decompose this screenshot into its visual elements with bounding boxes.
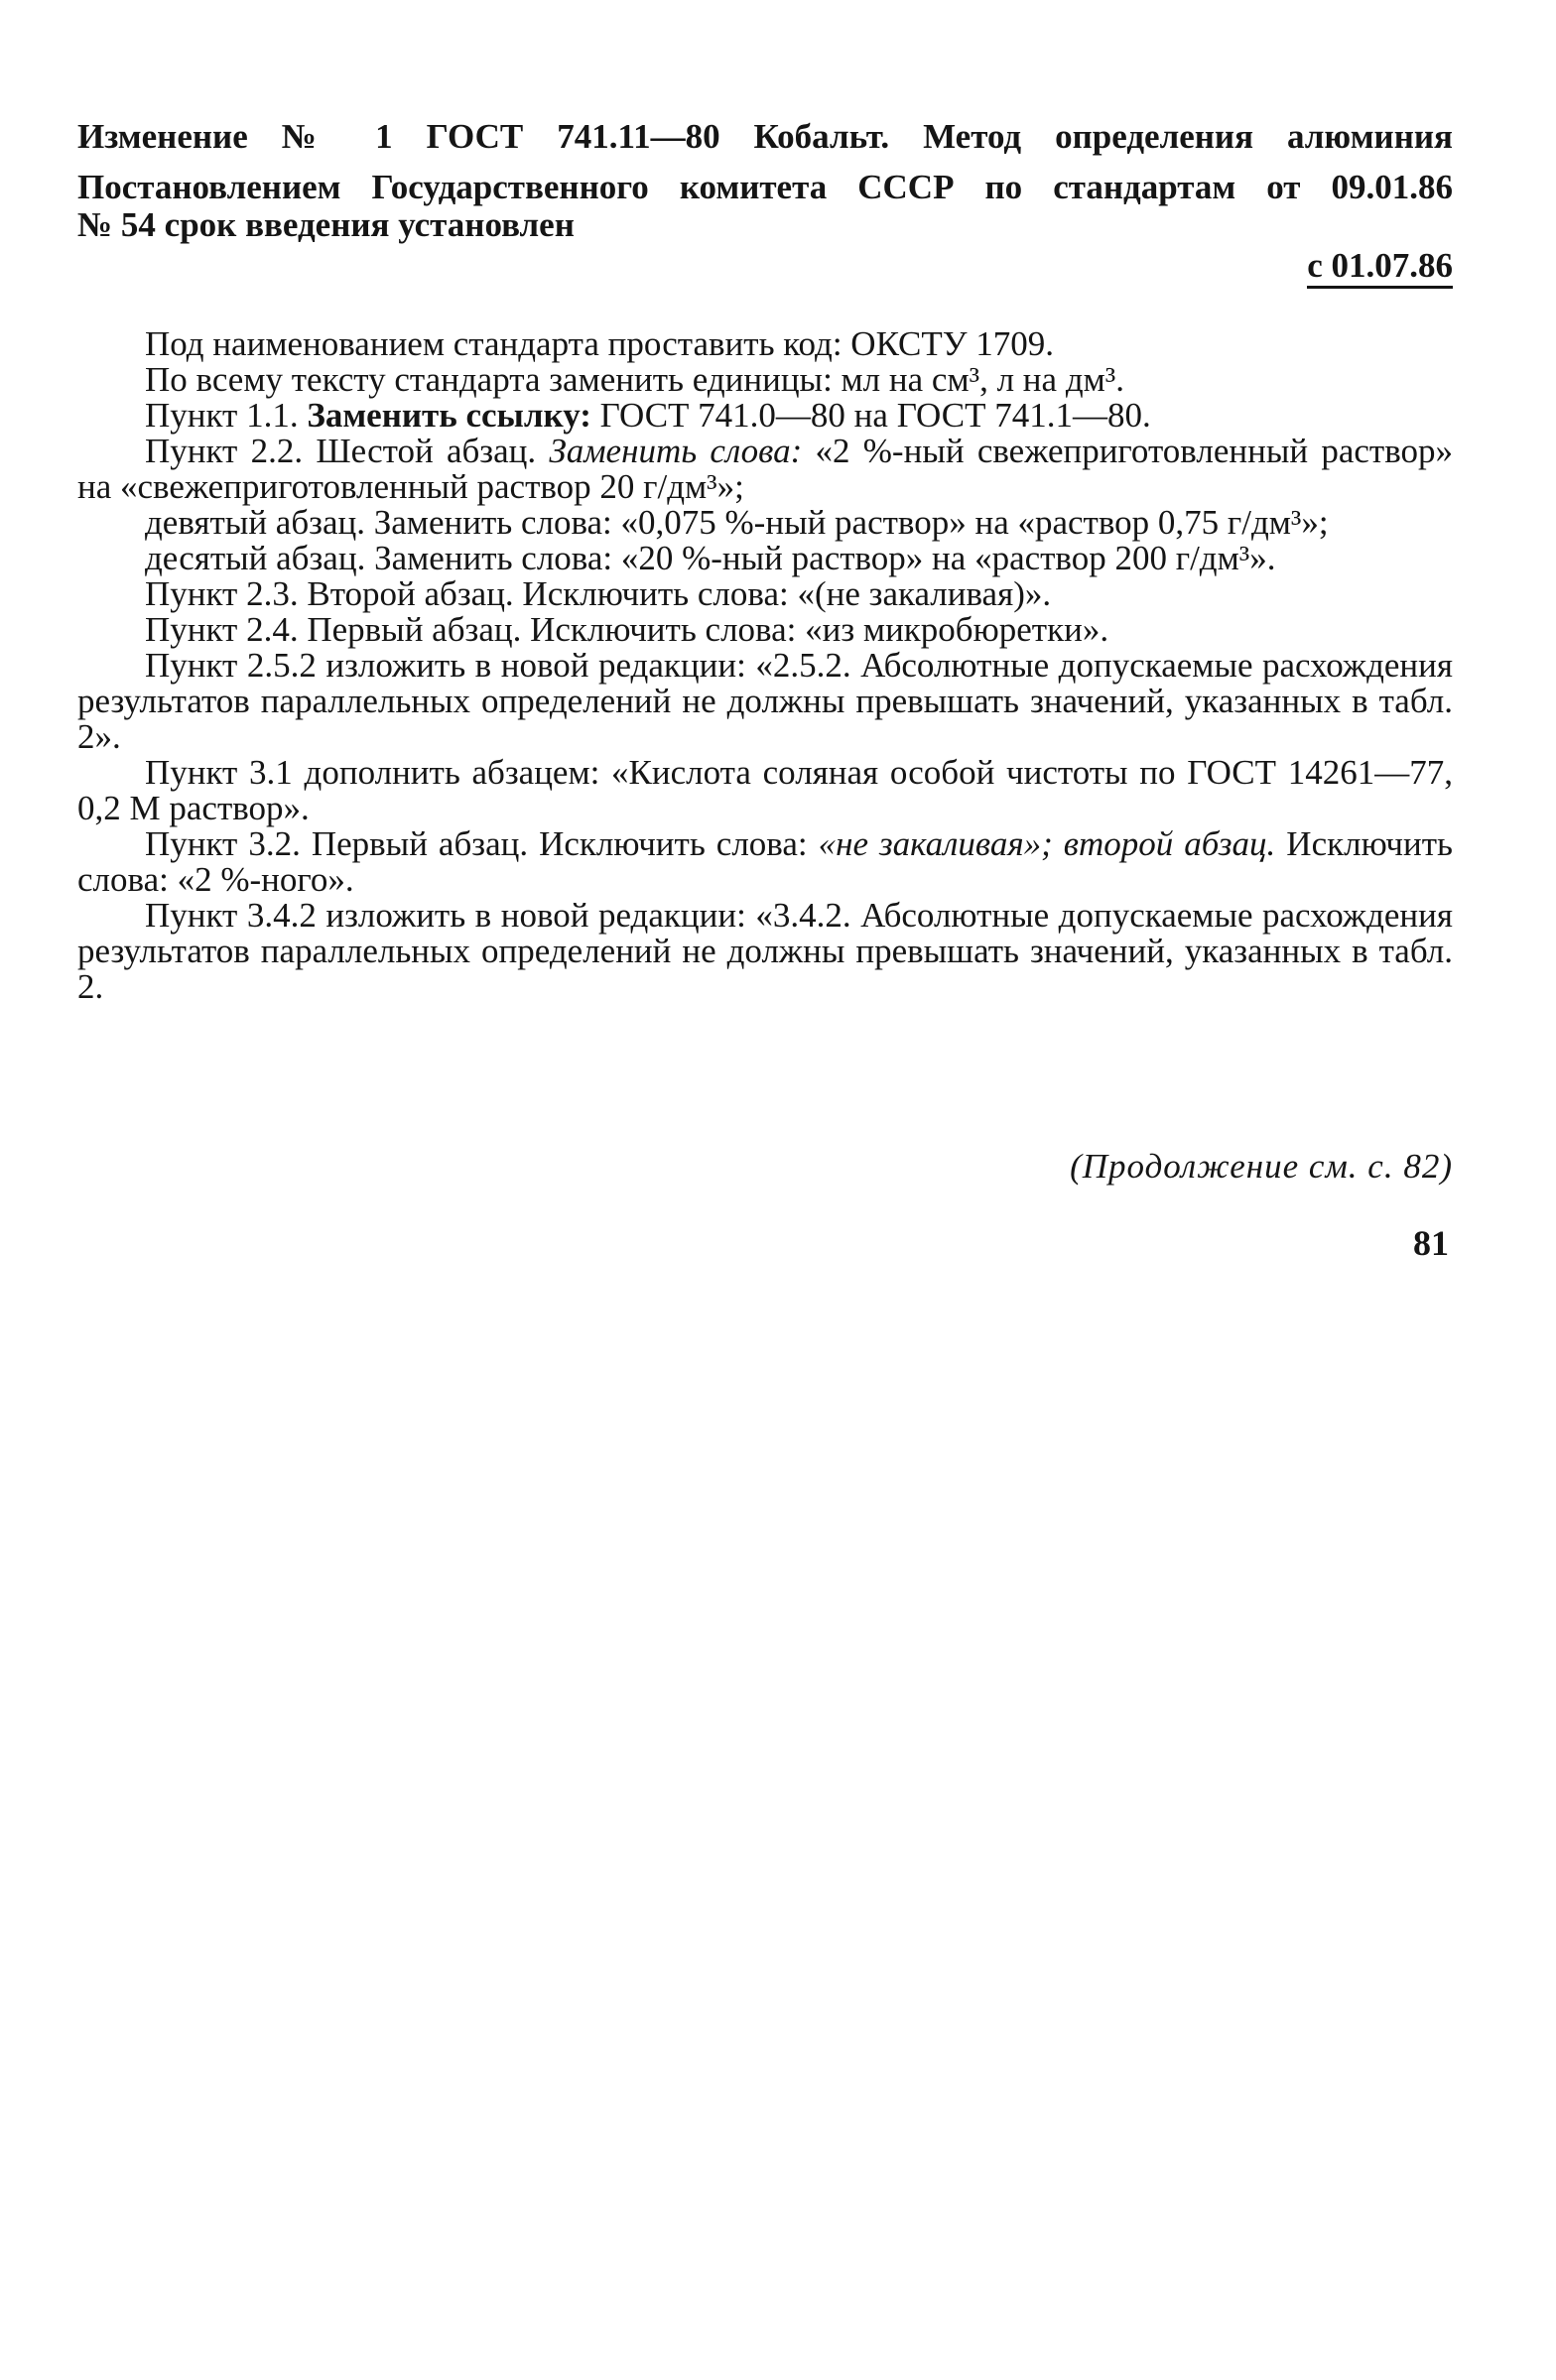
amendment-body [77,326,1453,1005]
document-page [77,115,1453,1005]
amendment-paragraph [77,541,1453,576]
paragraph-lead: Пункт 3.2. Первый абзац. Исключить слова: [145,824,819,863]
paragraph-italic: «не закаливая»; второй абзац. [818,824,1276,863]
paragraph-text: Под наименованием стандарта проставить код: ОКСТУ 1709. [145,324,1055,363]
paragraph-bold: Заменить ссылку: [307,396,600,435]
document-title: Изменение № 1 ГОСТ 741.11—80 Кобальт. Метод определения алюминия [77,117,1453,156]
continuation-note: (Продолжение см. с. 82) [1070,1147,1453,1186]
amendment-paragraph [77,434,1453,505]
paragraph-lead: Пункт 2.2. Шестой абзац. [145,432,550,470]
amendment-paragraph [77,362,1453,398]
amendment-paragraph [77,576,1453,612]
paragraph-text: Пункт 2.5.2 изложить в новой редакции: «2.5.2. Абсолютные допускаемые расхождения результатов параллельных определений не должны превышать значений, указанных в табл. 2». [77,646,1453,756]
paragraph-italic: Заменить слова: [549,432,816,470]
decree-line-2: № 54 срок введения установлен [77,205,575,244]
page-number: 81 [1413,1223,1449,1263]
effective-date: с 01.07.86 [1307,246,1453,289]
amendment-paragraph [77,648,1453,755]
paragraph-text: «2 %-ный свежеприготовленный раствор» на «свежеприготовленный раствор 20 г/дм³»; [77,432,1453,506]
paragraph-text: По всему тексту стандарта заменить единицы: мл на см³, л на дм³. [145,360,1125,399]
amendment-paragraph [77,326,1453,362]
paragraph-text: Пункт 2.3. Второй абзац. Исключить слова: «(не закаливая)». [145,574,1052,613]
paragraph-text: Исключить слова: «2 %-ного». [77,824,1453,899]
decree-block [77,169,1453,244]
decree-line-1: Постановлением Государственного комитета СССР по стандартам от 09.01.86 [77,168,1453,206]
paragraph-text: девятый абзац. Заменить слова: «0,075 %-ный раствор» на «раствор 0,75 г/дм³»; [145,503,1329,542]
amendment-paragraph [77,898,1453,1005]
paragraph-text: десятый абзац. Заменить слова: «20 %-ный раствор» на «раствор 200 г/дм³». [145,539,1276,577]
amendment-paragraph [77,755,1453,826]
amendment-paragraph [77,612,1453,648]
paragraph-text: ГОСТ 741.0—80 на ГОСТ 741.1—80. [599,396,1151,435]
paragraph-text: Пункт 3.4.2 изложить в новой редакции: «3.4.2. Абсолютные допускаемые расхождения результатов параллельных определений не должны превышать значений, указанных в табл. 2. [77,896,1453,1006]
paragraph-text: Пункт 2.4. Первый абзац. Исключить слова: «из микробюретки». [145,610,1109,649]
effective-date-row [77,246,1453,289]
amendment-paragraph [77,398,1453,434]
amendment-paragraph [77,505,1453,541]
amendment-paragraph [77,826,1453,898]
paragraph-lead: Пункт 1.1. [145,396,308,435]
paragraph-text: Пункт 3.1 дополнить абзацем: «Кислота соляная особой чистоты по ГОСТ 14261—77, 0,2 М раствор». [77,753,1453,827]
